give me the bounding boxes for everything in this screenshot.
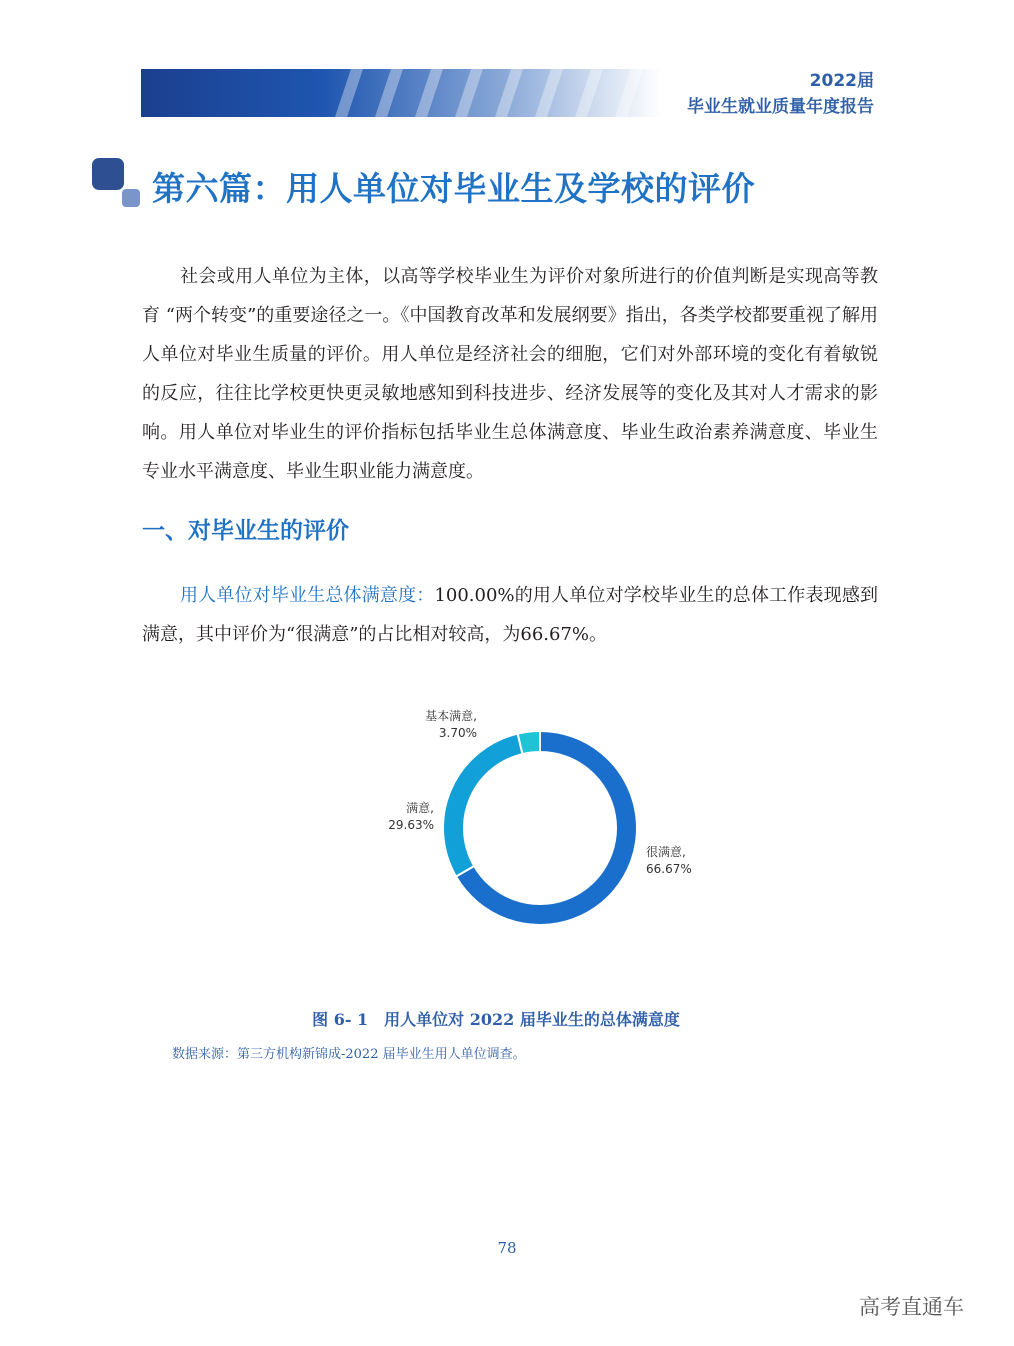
satisfaction-text: 100.00%的用人单位对学校毕业生的总体工作表现感到满意，其中评价为“很满意”的占比相对较高，为66.67%。 — [142, 585, 878, 645]
slice-label-basically-satisfied: 基本满意, — [425, 709, 477, 723]
slice-value-very-satisfied: 66.67% — [646, 862, 692, 876]
satisfaction-paragraph — [142, 576, 878, 654]
slice-label-satisfied: 满意, — [406, 801, 434, 815]
page-number: 78 — [497, 1239, 517, 1257]
slice-value-basically-satisfied: 3.70% — [438, 726, 477, 740]
data-source-note: 数据来源：第三方机构新锦成-2022 届毕业生用人单位调查。 — [172, 1047, 526, 1062]
section-title: 一、对毕业生的评价 — [142, 518, 349, 544]
title-decoration-icon — [92, 158, 144, 208]
report-year: 2022届 — [809, 71, 874, 91]
satisfaction-lead: 用人单位对毕业生总体满意度： — [180, 585, 435, 606]
slice-value-satisfied: 29.63% — [388, 818, 434, 832]
figure-caption: 图 6- 1 用人单位对 2022 届毕业生的总体满意度 — [312, 1010, 680, 1029]
chapter-title: 第六篇：用人单位对毕业生及学校的评价 — [152, 169, 755, 208]
watermark: 高考直通车 — [859, 1295, 964, 1319]
donut-slice-satisfied — [443, 734, 522, 877]
satisfaction-donut-chart — [360, 690, 692, 950]
slice-label-very-satisfied: 很满意, — [646, 845, 686, 859]
report-title: 毕业生就业质量年度报告 — [687, 97, 874, 117]
intro-paragraph: 社会或用人单位为主体，以高等学校毕业生为评价对象所进行的价值判断是实现高等教育 “两个转变”的重要途径之一。《中国教育改革和发展纲要》指出，各类学校都要重视了解用人单位对毕业生质量的评价。用人单位是经济社会的细胞，它们对外部环境的变化有着敏锐的反应，往往比学校更快更灵敏地感知到科技进步、经济发展等的变化及其对人才需求的影响。用人单位对毕业生的评价指标包括毕业生总体满意度、毕业生政治素养满意度、毕业生专业水平满意度、毕业生职业能力满意度。 — [142, 266, 878, 482]
header-banner — [141, 69, 661, 117]
donut-slice-basically-satisfied — [518, 731, 540, 754]
